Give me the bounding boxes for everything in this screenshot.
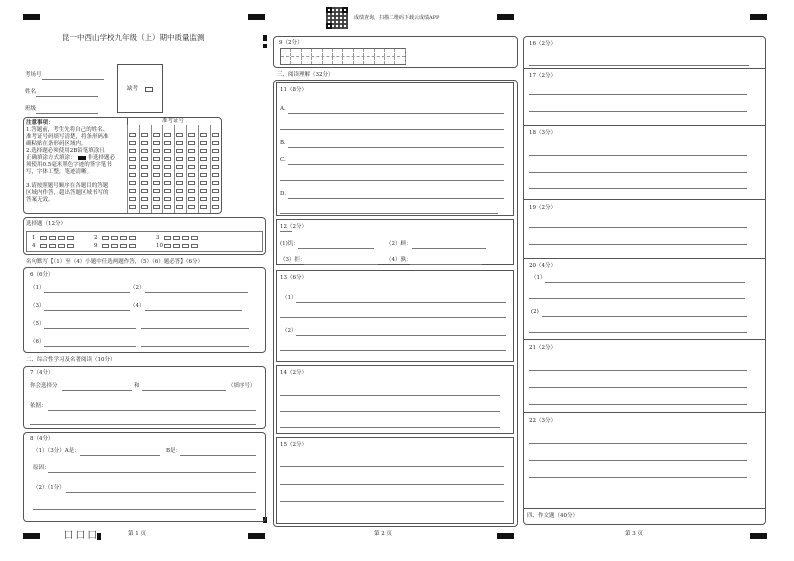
q9-word-grid <box>280 48 406 65</box>
ticket-digit-bubble[interactable] <box>141 149 148 153</box>
ticket-digit-bubble[interactable] <box>141 157 148 161</box>
page2-label: 第 2 页 <box>374 531 392 537</box>
choice-bubble[interactable] <box>102 236 109 240</box>
notice-line-text: 正确填涂方式填涂： <box>26 155 76 161</box>
choice-number: 9 <box>94 243 98 249</box>
choice-bubble[interactable] <box>67 244 74 248</box>
q7-box <box>23 366 266 429</box>
timing-mark-top-2 <box>248 14 265 20</box>
ticket-digit-bubble[interactable] <box>164 189 171 193</box>
answer-line <box>545 282 745 283</box>
ticket-digit-bubble[interactable] <box>164 141 171 145</box>
answer-line <box>62 390 132 391</box>
q12-part: （2）顾： <box>386 241 412 247</box>
notice-line: 确粘贴在条形码区域内。 <box>26 141 87 147</box>
notice-title: 注意事项： <box>26 120 54 126</box>
ticket-digit-bubble[interactable] <box>164 205 171 209</box>
ticket-digit-bubble[interactable] <box>188 157 195 161</box>
timing-mark-top-3 <box>497 14 514 20</box>
ticket-digit-bubble[interactable] <box>176 141 183 145</box>
choice-bubble[interactable] <box>120 244 127 248</box>
choice-bubble[interactable] <box>182 244 189 248</box>
answer-line <box>145 310 242 311</box>
notice-line: 区域内作答，超出答题区域书写的 <box>26 190 109 196</box>
q20-label: 20（4分） <box>529 263 556 269</box>
choice-bubble[interactable] <box>191 236 198 240</box>
answer-line <box>44 346 136 347</box>
q13-part: （1） <box>282 295 297 301</box>
q11-part: B. <box>280 140 286 146</box>
ticket-digit-bubble[interactable] <box>153 189 160 193</box>
answer-line <box>412 248 486 249</box>
q11-part: D. <box>280 191 286 197</box>
choice-bubble[interactable] <box>182 236 189 240</box>
section-divider <box>523 258 766 259</box>
ticket-digit-bubble[interactable] <box>200 197 207 201</box>
fill-title: 名句默写【（1）至（4）小题中任选两题作答，（5）（6）题必答】（6分） <box>26 259 203 265</box>
answer-line <box>304 264 378 265</box>
ticket-digit-bubble[interactable] <box>176 173 183 177</box>
ticket-digit-bubble[interactable] <box>200 149 207 153</box>
exam-title: 昆一中西山学校九年级（上）期中质量监测 <box>62 33 205 42</box>
ticket-digit-bubble[interactable] <box>153 197 160 201</box>
ticket-digit-bubble[interactable] <box>188 197 195 201</box>
ticket-digit-bubble[interactable] <box>141 173 148 177</box>
ticket-label: 准考证号 <box>162 118 185 124</box>
ticket-digit-bubble[interactable] <box>164 157 171 161</box>
answer-line <box>141 346 249 347</box>
ticket-digit-bubble[interactable] <box>200 189 207 193</box>
answer-line <box>66 492 256 493</box>
ticket-digit-bubble[interactable] <box>129 189 136 193</box>
choice-bubble[interactable] <box>102 244 109 248</box>
choice-bubble[interactable] <box>111 244 118 248</box>
section-divider <box>523 412 766 413</box>
ticket-digit-bubble[interactable] <box>153 149 160 153</box>
ticket-digit-bubble[interactable] <box>153 165 160 169</box>
q6-part: （5） <box>30 321 45 327</box>
answer-line <box>280 317 506 318</box>
timing-mark-small <box>263 44 267 48</box>
section4-title: 四、作文题（40分） <box>527 513 578 519</box>
answer-line <box>280 411 500 412</box>
answer-line <box>33 509 256 510</box>
choice-bubble[interactable] <box>164 244 171 248</box>
answer-line <box>280 466 504 467</box>
page3-label: 第 3 页 <box>625 531 643 537</box>
qr-caption: 成绩查询，扫描二维码下载云成绩APP <box>354 15 440 21</box>
answer-line <box>48 472 256 473</box>
fill-example <box>78 156 86 160</box>
choice-number: 2 <box>94 235 98 241</box>
notice-line <box>26 155 115 162</box>
q7-line1-suffix: （填序号） <box>228 383 256 389</box>
ticket-digit-bubble[interactable] <box>212 157 219 161</box>
timing-mark-small <box>97 533 101 540</box>
ticket-digit-bubble[interactable] <box>129 181 136 185</box>
page1-label: 第 1 页 <box>128 531 146 537</box>
notice-line: 3.请按照题号顺序在各题目的答题 <box>26 183 109 189</box>
answer-line <box>288 164 504 165</box>
ticket-digit-bubble[interactable] <box>141 141 148 145</box>
ticket-digit-bubble[interactable] <box>129 197 136 201</box>
ticket-digit-bubble[interactable] <box>188 189 195 193</box>
ticket-digit-bubble[interactable] <box>141 165 148 169</box>
q6-part: （2） <box>130 285 145 291</box>
q11-label: 11（8分） <box>280 87 307 93</box>
answer-line <box>142 390 226 391</box>
answer-line <box>44 328 136 329</box>
ticket-digit-bubble[interactable] <box>153 173 160 177</box>
ticket-digit-bubble[interactable] <box>129 157 136 161</box>
notice-line: 2.选择题必须使用2B铅笔填涂且 <box>26 148 105 154</box>
ticket-digit-bubble[interactable] <box>129 133 136 137</box>
page3-frame <box>523 36 766 525</box>
section3-title: 三、阅读理解（32分） <box>277 72 334 78</box>
answer-line <box>529 111 747 112</box>
ticket-digit-bubble[interactable] <box>200 133 207 137</box>
q21-label: 21（2分） <box>529 345 556 351</box>
choice-bubble[interactable] <box>111 236 118 240</box>
choice-bubble[interactable] <box>129 244 136 248</box>
choice-bubble[interactable] <box>40 236 47 240</box>
absent-label: 缺考 <box>127 86 139 92</box>
answer-line <box>280 484 504 485</box>
answer-line <box>280 129 504 130</box>
qr-code <box>326 7 348 29</box>
class-label: 班级 <box>25 106 37 112</box>
q17-label: 17（2分） <box>529 73 556 79</box>
q7-line1-mid: 和 <box>134 383 140 389</box>
section2-title: 二、综合性学习及名著阅读（10分） <box>26 357 116 363</box>
ticket-digit-bubble[interactable] <box>176 189 183 193</box>
notice-line: 答案无效。 <box>26 197 54 203</box>
ticket-digit-bubble[interactable] <box>212 133 219 137</box>
answer-line <box>529 298 745 299</box>
timing-mark-top-right <box>750 14 767 20</box>
choice-title: 选择题（12分） <box>26 221 66 227</box>
answer-line <box>180 455 256 456</box>
q11-part: C. <box>280 157 286 163</box>
notice-line: 须使用0.5毫米黑色字迹的签字笔书 <box>26 162 112 168</box>
answer-line <box>280 350 506 351</box>
ticket-digit-bubble[interactable] <box>176 181 183 185</box>
answer-line <box>298 248 374 249</box>
q15-label: 15（2分） <box>280 442 307 448</box>
ticket-digit-bubble[interactable] <box>212 173 219 177</box>
exam-no-label: 考场号 <box>25 72 42 78</box>
choice-bubble[interactable] <box>164 236 171 240</box>
ticket-digit-bubble[interactable] <box>164 197 171 201</box>
q13-box <box>276 270 514 362</box>
name-label: 姓名 <box>25 89 37 95</box>
section-divider <box>523 339 766 340</box>
q18-label: 18（3分） <box>529 130 556 136</box>
choice-bubble[interactable] <box>67 236 74 240</box>
choice-bubble[interactable] <box>58 244 65 248</box>
q12-label: 12（2分） <box>280 224 307 230</box>
answer-line <box>296 302 506 303</box>
ticket-digit-bubble[interactable] <box>212 205 219 209</box>
ticket-digit-bubble[interactable] <box>188 149 195 153</box>
choice-bubble[interactable] <box>49 236 56 240</box>
ticket-digit-bubble[interactable] <box>153 205 160 209</box>
q14-label: 14（2分） <box>280 370 307 376</box>
answer-line <box>288 147 504 148</box>
answer-line <box>529 332 747 333</box>
timing-mark-small <box>263 35 267 41</box>
ticket-digit-bubble[interactable] <box>200 205 207 209</box>
ticket-digit-bubble[interactable] <box>141 205 148 209</box>
choice-bubble-rows <box>32 235 262 251</box>
section-divider <box>523 125 766 126</box>
timing-mark-bottom-3 <box>497 533 514 539</box>
ticket-digit-bubble[interactable] <box>164 181 171 185</box>
ticket-digit-bubble[interactable] <box>141 133 148 137</box>
ticket-digit-bubbles <box>127 125 222 213</box>
choice-bubble[interactable] <box>120 236 127 240</box>
ticket-digit-bubble[interactable] <box>200 157 207 161</box>
q19-label: 19（2分） <box>529 205 556 211</box>
ticket-digit-bubble[interactable] <box>176 197 183 201</box>
choice-bubble[interactable] <box>129 236 136 240</box>
q6-part: （1） <box>30 285 45 291</box>
ticket-digit-bubble[interactable] <box>153 133 160 137</box>
ticket-digit-bubble[interactable] <box>153 181 160 185</box>
q6-label: 6（6分） <box>30 272 54 278</box>
choice-bubble[interactable] <box>173 244 180 248</box>
answer-line <box>280 395 500 396</box>
notice-line: 写，字体工整，笔迹清晰。 <box>26 169 93 175</box>
answer-line <box>30 424 256 425</box>
ticket-digit-bubble[interactable] <box>212 165 219 169</box>
q6-part: （6） <box>30 339 45 345</box>
answer-line <box>529 244 747 245</box>
timing-mark-bottom-2 <box>248 533 265 539</box>
ticket-digit-bubble[interactable] <box>212 141 219 145</box>
answer-line <box>529 370 747 371</box>
ticket-digit-bubble[interactable] <box>153 157 160 161</box>
choice-bubble[interactable] <box>173 236 180 240</box>
timing-mark-top-left <box>23 14 40 20</box>
ticket-digit-bubble[interactable] <box>176 205 183 209</box>
timing-mark-bottom-right <box>750 533 767 539</box>
notice-line: 准考证号码填写清楚，将条形码准 <box>26 134 109 140</box>
q11-box <box>276 82 514 216</box>
ticket-digit-bubble[interactable] <box>141 181 148 185</box>
answer-line <box>529 155 747 156</box>
ticket-digit-bubble[interactable] <box>129 149 136 153</box>
answer-line <box>529 460 747 461</box>
ticket-digit-bubble[interactable] <box>164 165 171 169</box>
ticket-digit-bubble[interactable] <box>141 189 148 193</box>
q7-reason: 依据： <box>30 403 47 409</box>
choice-bubble[interactable] <box>49 244 56 248</box>
answer-line <box>48 410 256 411</box>
choice-bubble[interactable] <box>40 244 47 248</box>
answer-line <box>145 292 248 293</box>
q22-label: 22（3分） <box>529 418 556 424</box>
ticket-digit-bubble[interactable] <box>188 181 195 185</box>
section-divider <box>523 68 766 69</box>
answer-line <box>280 427 500 428</box>
choice-number: 3 <box>156 235 160 241</box>
answer-line <box>141 328 249 329</box>
ticket-digit-bubble[interactable] <box>176 157 183 161</box>
ticket-digit-bubble[interactable] <box>188 133 195 137</box>
answer-line <box>80 455 160 456</box>
q8-reason: 原因： <box>33 465 50 471</box>
answer-line <box>529 443 747 444</box>
class-line <box>36 113 98 114</box>
ticket-digit-bubble[interactable] <box>188 173 195 177</box>
q9-label: 9（2分） <box>279 40 303 46</box>
answer-line <box>529 387 747 388</box>
q16-label: 16（2分） <box>529 41 556 47</box>
choice-bubble[interactable] <box>191 244 198 248</box>
q7-line1-prefix: 你会选择分 <box>30 383 58 389</box>
ticket-digit-bubble[interactable] <box>200 165 207 169</box>
ticket-digit-bubble[interactable] <box>164 149 171 153</box>
ticket-digit-bubble[interactable] <box>200 141 207 145</box>
ticket-digit-bubble[interactable] <box>188 165 195 169</box>
timing-mark-bottom-left <box>23 533 40 539</box>
ticket-digit-bubble[interactable] <box>176 165 183 169</box>
name-line <box>36 96 98 97</box>
q8-line1: （1）（3分）A是： <box>33 448 80 454</box>
answer-line <box>529 227 747 228</box>
answer-line <box>288 113 504 114</box>
choice-number: 1 <box>32 235 36 241</box>
answer-line <box>280 231 292 232</box>
section-divider <box>523 508 766 509</box>
answer-line <box>296 335 506 336</box>
answer-line <box>280 501 504 502</box>
ticket-digit-bubble[interactable] <box>129 173 136 177</box>
answer-line <box>280 213 498 214</box>
ticket-digit-bubble[interactable] <box>212 149 219 153</box>
answer-line <box>529 94 747 95</box>
q12-part: （3）拒： <box>280 257 306 263</box>
q6-part: （4） <box>130 303 145 309</box>
ticket-digit-bubble[interactable] <box>200 181 207 185</box>
exam-no-line <box>42 79 104 80</box>
ticket-digit-bubble[interactable] <box>153 141 160 145</box>
q13-part: （2） <box>282 328 297 334</box>
barcode-area <box>117 64 163 113</box>
ticket-digit-bubble[interactable] <box>129 165 136 169</box>
answer-line <box>529 188 747 189</box>
q8-part2: （2）（1分） <box>33 485 65 491</box>
answer-line <box>410 264 482 265</box>
choice-number: 4 <box>32 243 36 249</box>
q15-box <box>276 437 514 524</box>
ticket-digit-bubble[interactable] <box>164 173 171 177</box>
answer-line <box>280 180 504 181</box>
q9-grid-midline <box>281 56 405 57</box>
q11-part: A. <box>280 106 286 112</box>
ticket-digit-bubble[interactable] <box>176 149 183 153</box>
ticket-digit-bubble[interactable] <box>188 205 195 209</box>
ticket-digit-bubble[interactable] <box>212 181 219 185</box>
q20-part: (2) <box>531 309 539 315</box>
ticket-digit-bubble[interactable] <box>212 189 219 193</box>
answer-line <box>529 65 749 66</box>
q14-box <box>276 365 514 434</box>
absent-checkbox[interactable] <box>145 87 153 92</box>
ticket-digit-bubble[interactable] <box>129 205 136 209</box>
answer-line <box>529 477 747 478</box>
q7-label: 7（4分） <box>30 370 54 376</box>
ticket-digit-bubble[interactable] <box>176 133 183 137</box>
choice-bubble[interactable] <box>58 236 65 240</box>
q12-part: (1)饥： <box>280 241 299 247</box>
answer-line <box>529 172 747 173</box>
notice-line: 1.答题前，考生先将自己的姓名、 <box>26 127 109 133</box>
answer-line <box>288 198 504 199</box>
footer-code: 囗 囗 囗 <box>64 531 97 541</box>
notice-line-tail: 非选择题必 <box>87 155 116 161</box>
q12-part: （4）孰： <box>386 257 412 263</box>
q8-label: 8（4分） <box>30 436 54 442</box>
answer-line <box>44 310 130 311</box>
ticket-digit-bubble[interactable] <box>200 173 207 177</box>
q8-b: B是： <box>166 448 182 454</box>
ticket-digit-bubble[interactable] <box>164 133 171 137</box>
q13-label: 13（6分） <box>280 275 307 281</box>
section-divider <box>523 199 766 200</box>
ticket-digit-bubble[interactable] <box>188 141 195 145</box>
ticket-digit-bubble[interactable] <box>141 197 148 201</box>
choice-number: 10 <box>156 243 163 249</box>
q6-part: （3） <box>30 303 45 309</box>
answer-line <box>44 292 130 293</box>
answer-line <box>529 404 747 405</box>
answer-line <box>542 316 747 317</box>
ticket-digit-bubble[interactable] <box>212 197 219 201</box>
ticket-digit-bubble[interactable] <box>129 141 136 145</box>
q20-part: （1） <box>531 275 546 281</box>
